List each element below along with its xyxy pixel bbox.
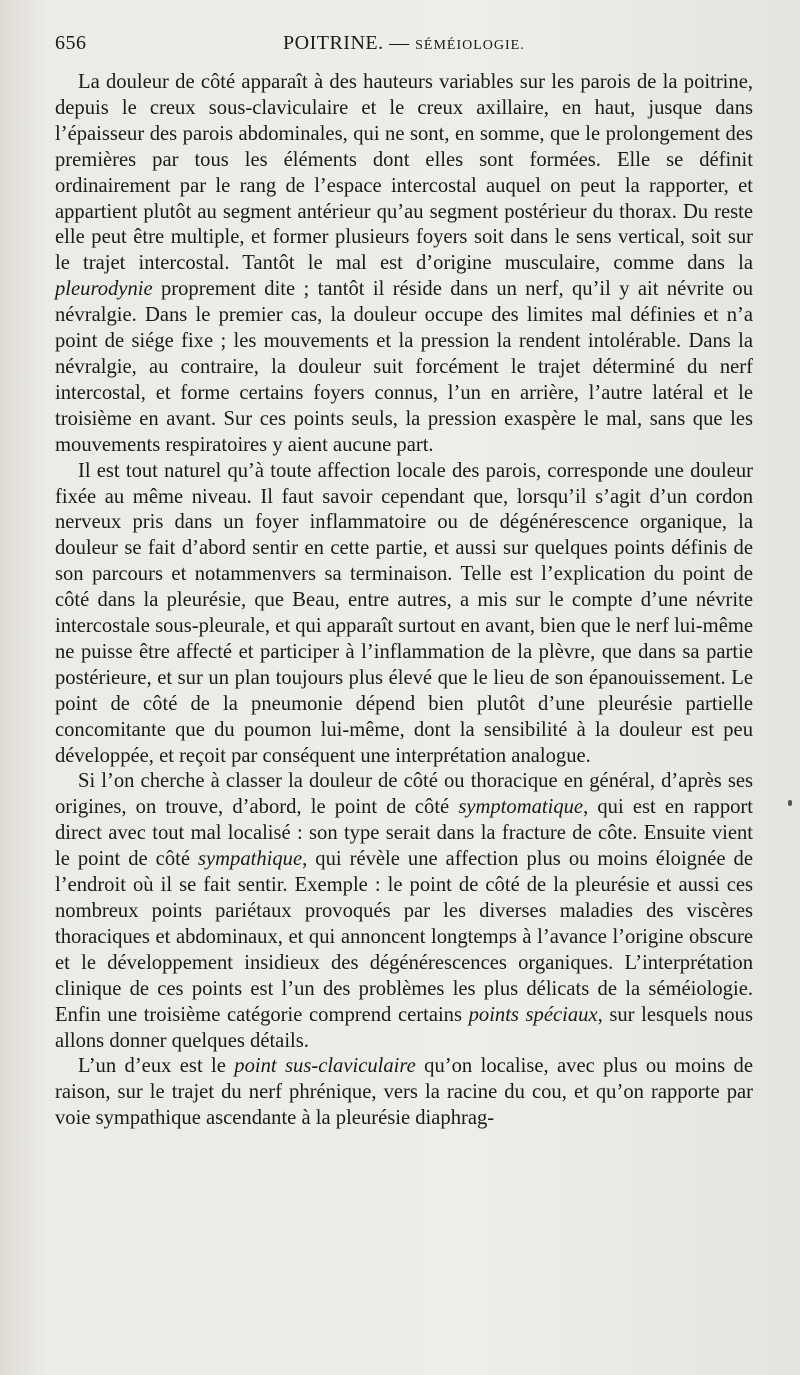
italic-term: points spéciaux: [468, 1003, 598, 1026]
running-head-title: POITRINE.: [283, 32, 384, 54]
text-run: proprement dite ; tantôt il réside dans un nerf, qu’il y ait névrite ou névralgie. Dans le premier cas, la douleur occupe des limites mal définies et n’a point de siége fixe ; les mouvements et la pression la rendent intolérable. Dans la névralgie, au contraire, la douleur suit forcément le trajet déterminé du nerf intercostal, et forme certains foyers connus, l’un en arrière, l’autre latéral et le troisième en avant. Sur ces points seuls, la pression exaspère le mal, sans que les mouvements respiratoires y aient aucune part.: [55, 278, 753, 456]
text-run: , sur lesquels nous allons donner quelques détails.: [55, 1003, 753, 1052]
text-run: , qui révèle une affection plus ou moins éloignée de l’endroit où il se fait sentir. Exemple : le point de côté de la pleurésie et aussi ces nombreux points pariétaux provoqués par les diverses maladies des viscères thoraciques et abdominaux, et qui annoncent longtemps à l’avance l’origine obscure et le développement insidieux des dégénérescences organiques. L’interprétation clinique de ces points est l’un des problèmes les plus délicats de la séméiologie. Enfin une troisième catégorie comprend certains: [55, 848, 753, 1026]
body-text: [55, 70, 753, 1132]
page-header: [55, 32, 752, 62]
italic-term: point sus-claviculaire: [234, 1055, 416, 1078]
paragraph: [55, 70, 753, 459]
italic-term: sympathique: [198, 848, 303, 871]
running-head-subtitle: SÉMÉIOLOGIE.: [415, 38, 525, 53]
paragraph: [55, 769, 753, 1054]
text-run: qu’on localise, avec plus ou moins de raison, sur le trajet du nerf phrénique, vers la racine du cou, et qu’on rapporte par voie sympathique ascendante à la pleurésie diaphrag-: [55, 1055, 753, 1130]
page-number: 656: [55, 32, 87, 54]
text-run: , qui est en rapport direct avec tout mal localisé : son type serait dans la fracture de côte. Ensuite vient le point de côté: [55, 796, 753, 871]
text-run: L’un d’eux est le: [78, 1055, 235, 1078]
margin-mark: [788, 800, 792, 806]
text-run: Il est tout naturel qu’à toute affection locale des parois, corresponde une douleur fixée au même niveau. Il faut savoir cependant que, lorsqu’il s’agit d’un cordon nerveux pris dans un foyer inflammatoire ou de dégénérescence organique, la douleur se fait d’abord sentir en cette partie, et aussi sur quelques points définis de son parcours et notammenvers sa terminaison. Telle est l’explication du point de côté dans la pleurésie, que Beau, entre autres, a mis sur le compte d’une névrite intercostale sous-pleurale, et qui apparaît surtout en avant, bien que le nerf lui-même ne puisse être affecté et participer à l’inflammation de la plèvre, que dans sa partie postérieure, et sur un plan toujours plus élevé que le lieu de son épanouissement. Le point de côté de la pneumonie dépend bien plutôt d’une pleurésie partielle concomitante que du poumon lui-même, dont la sensibilité à la douleur est peu développée, et reçoit par conséquent une interprétation analogue.: [55, 459, 753, 767]
running-head-separator: —: [389, 32, 410, 54]
italic-term: symptomatique: [458, 796, 584, 819]
italic-term: pleurodynie: [55, 278, 153, 301]
running-head: [283, 32, 525, 55]
paragraph: [55, 1054, 753, 1132]
text-run: La douleur de côté apparaît à des hauteurs variables sur les parois de la poitrine, depuis le creux sous-claviculaire et le creux axillaire, en haut, jusque dans l’épaisseur des parois abdominales, qui ne sont, en somme, que le prolongement des premières par tous les éléments dont elles sont formées. Elle se définit ordinairement par le rang de l’espace intercostal auquel on peut la rapporter, et appartient plutôt au segment antérieur qu’au segment postérieur du thorax. Du reste elle peut être multiple, et former plusieurs foyers soit dans le sens vertical, soit sur le trajet intercostal. Tantôt le mal est d’origine musculaire, comme dans la: [55, 71, 753, 275]
text-run: Si l’on cherche à classer la douleur de côté ou thoracique en général, d’après ses origines, on trouve, d’abord, le point de côté: [55, 770, 753, 819]
paragraph: [55, 459, 753, 770]
